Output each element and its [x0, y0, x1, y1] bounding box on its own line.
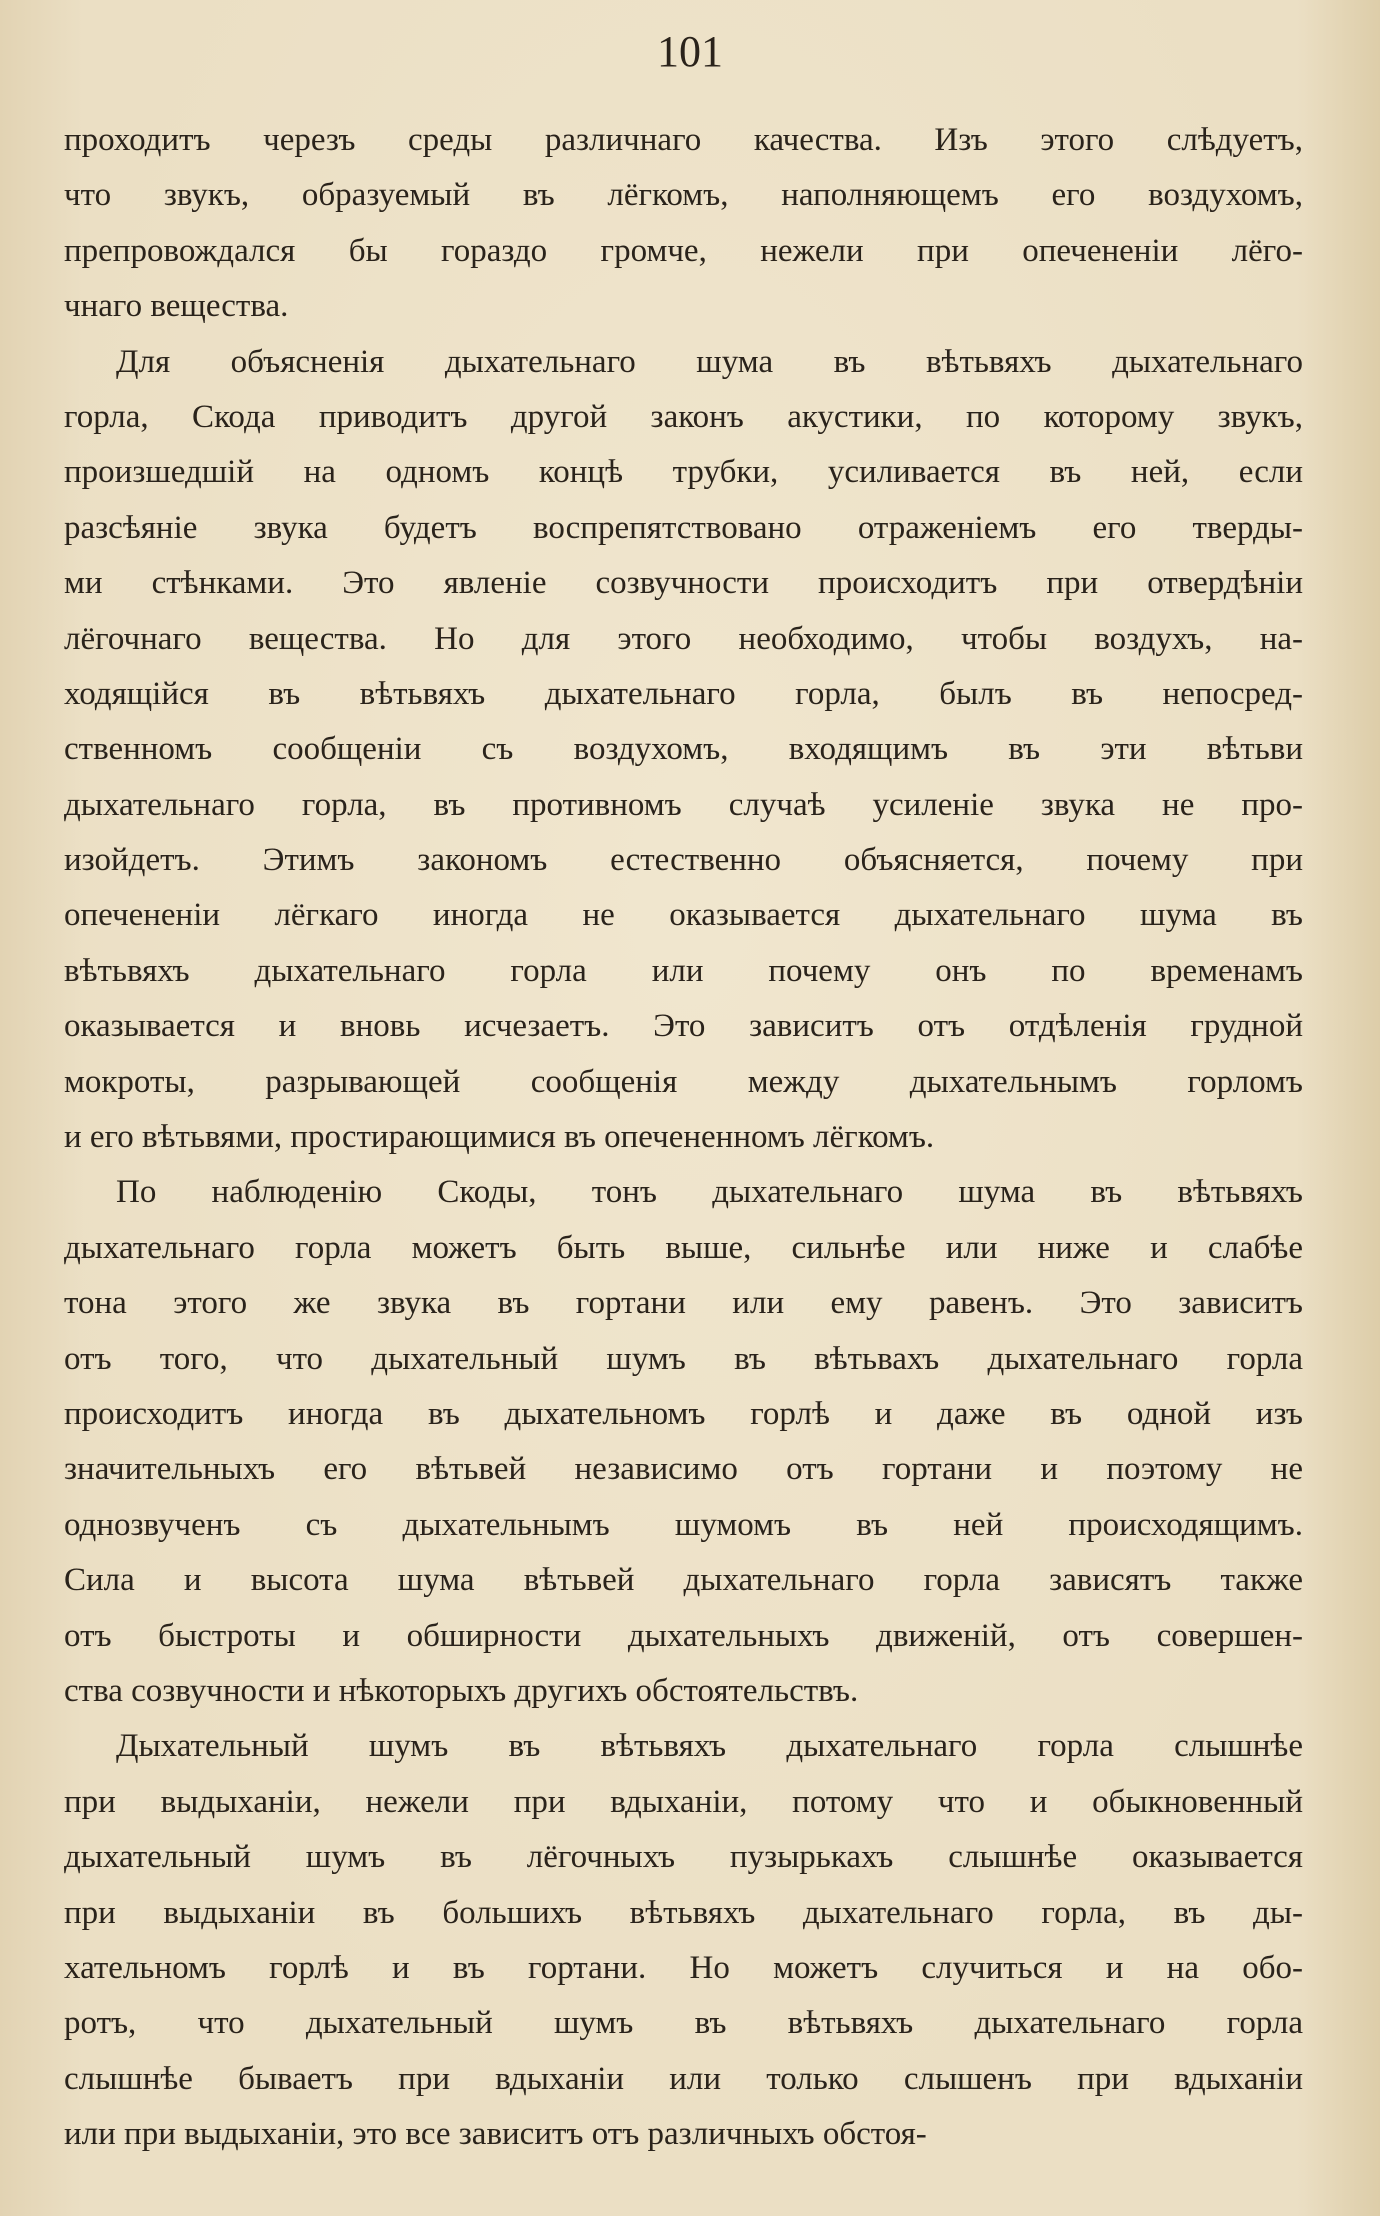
text-line: ственномъ сообщеніи съ воздухомъ, входящимъ въ эти вѣтьви: [64, 731, 1303, 768]
text-line: проходитъ черезъ среды различнаго качества. Изъ этого слѣдуетъ,: [64, 122, 1303, 158]
text-line: при выдыханіи въ большихъ вѣтьвяхъ дыхательнаго горла, въ ды-: [64, 1894, 1303, 1931]
text-line: отъ быстроты и обширности дыхательныхъ движеній, отъ совершен-: [64, 1617, 1303, 1654]
text-line: что звукъ, образуемый въ лёгкомъ, наполняющемъ его воздухомъ,: [64, 177, 1303, 214]
text-line: дыхательнаго горла можетъ быть выше, сильнѣе или ниже и слабѣе: [64, 1229, 1303, 1266]
text-line: ми стѣнками. Это явленіе созвучности происходитъ при отвердѣніи: [64, 565, 1303, 602]
paragraph: [64, 1165, 1303, 1719]
text-line: лёгочнаго вещества. Но для этого необходимо, чтобы воздухъ, на-: [64, 620, 1303, 657]
text-line: разсѣяніе звука будетъ воспрепятствовано отраженіемъ его тверды-: [64, 509, 1303, 546]
text-line: однозвученъ съ дыхательнымъ шумомъ въ ней происходящимъ.: [64, 1506, 1303, 1543]
text-line: чнаго вещества.: [64, 288, 289, 325]
text-line: тона этого же звука въ гортани или ему равенъ. Это зависитъ: [64, 1285, 1303, 1322]
text-line: и его вѣтьвями, простирающимися въ опечененномъ лёгкомъ.: [64, 1119, 935, 1156]
text-line: мокроты, разрывающей сообщенія между дыхательнымъ горломъ: [64, 1063, 1303, 1100]
text-line: произшедшій на одномъ концѣ трубки, усиливается въ ней, если: [64, 454, 1303, 491]
text-line: Дыхательный шумъ въ вѣтьвяхъ дыхательнаго горла слышнѣе: [116, 1728, 1303, 1765]
text-line: при выдыханіи, нежели при вдыханіи, потому что и обыкновенный: [64, 1783, 1303, 1820]
text-line: значительныхъ его вѣтьвей независимо отъ гортани и поэтому не: [64, 1451, 1303, 1488]
text-line: происходитъ иногда въ дыхательномъ горлѣ и даже въ одной изъ: [64, 1395, 1303, 1432]
text-line: слышнѣе бываетъ при вдыханіи или только слышенъ при вдыханіи: [64, 2060, 1303, 2097]
paragraph: [64, 335, 1303, 1166]
text-line: оказывается и вновь исчезаетъ. Это зависитъ отъ отдѣленія грудной: [64, 1008, 1303, 1045]
text-line: или при выдыханіи, это все зависитъ отъ различныхъ обстоя-: [64, 2116, 927, 2153]
text-line: ства созвучности и нѣкоторыхъ другихъ обстоятельствъ.: [64, 1672, 859, 1709]
text-line: дыхательнаго горла, въ противномъ случаѣ усиленіе звука не про-: [64, 786, 1303, 823]
text-block: [64, 113, 1303, 2162]
text-line: изойдетъ. Этимъ закономъ естественно объясняется, почему при: [64, 842, 1303, 879]
text-line: ходящійся въ вѣтьвяхъ дыхательнаго горла, былъ въ непосред-: [64, 675, 1303, 712]
text-line: По наблюденію Скоды, тонъ дыхательнаго шума въ вѣтьвяхъ: [116, 1174, 1303, 1211]
text-line: ротъ, что дыхательный шумъ въ вѣтьвяхъ дыхательнаго горла: [64, 2005, 1303, 2042]
text-line: отъ того, что дыхательный шумъ въ вѣтьвахъ дыхательнаго горла: [64, 1340, 1303, 1377]
text-line: опечененіи лёгкаго иногда не оказывается дыхательнаго шума въ: [64, 897, 1303, 934]
text-line: горла, Скода приводитъ другой законъ акустики, по которому звукъ,: [64, 398, 1303, 435]
text-line: Для объясненія дыхательнаго шума въ вѣтьвяхъ дыхательнаго: [116, 343, 1303, 380]
text-line: вѣтьвяхъ дыхательнаго горла или почему онъ по временамъ: [64, 952, 1303, 989]
text-line: хательномъ горлѣ и въ гортани. Но можетъ случиться и на обо-: [64, 1949, 1303, 1986]
text-line: Сила и высота шума вѣтьвей дыхательнаго горла зависятъ также: [64, 1562, 1303, 1599]
page-number: 101: [657, 27, 723, 76]
paragraph: [64, 113, 1303, 335]
paragraph: [64, 1719, 1303, 2162]
text-line: препровождался бы гораздо громче, нежели при опечененіи лёго-: [64, 232, 1303, 269]
text-line: дыхательный шумъ въ лёгочныхъ пузырькахъ слышнѣе оказывается: [64, 1839, 1303, 1876]
